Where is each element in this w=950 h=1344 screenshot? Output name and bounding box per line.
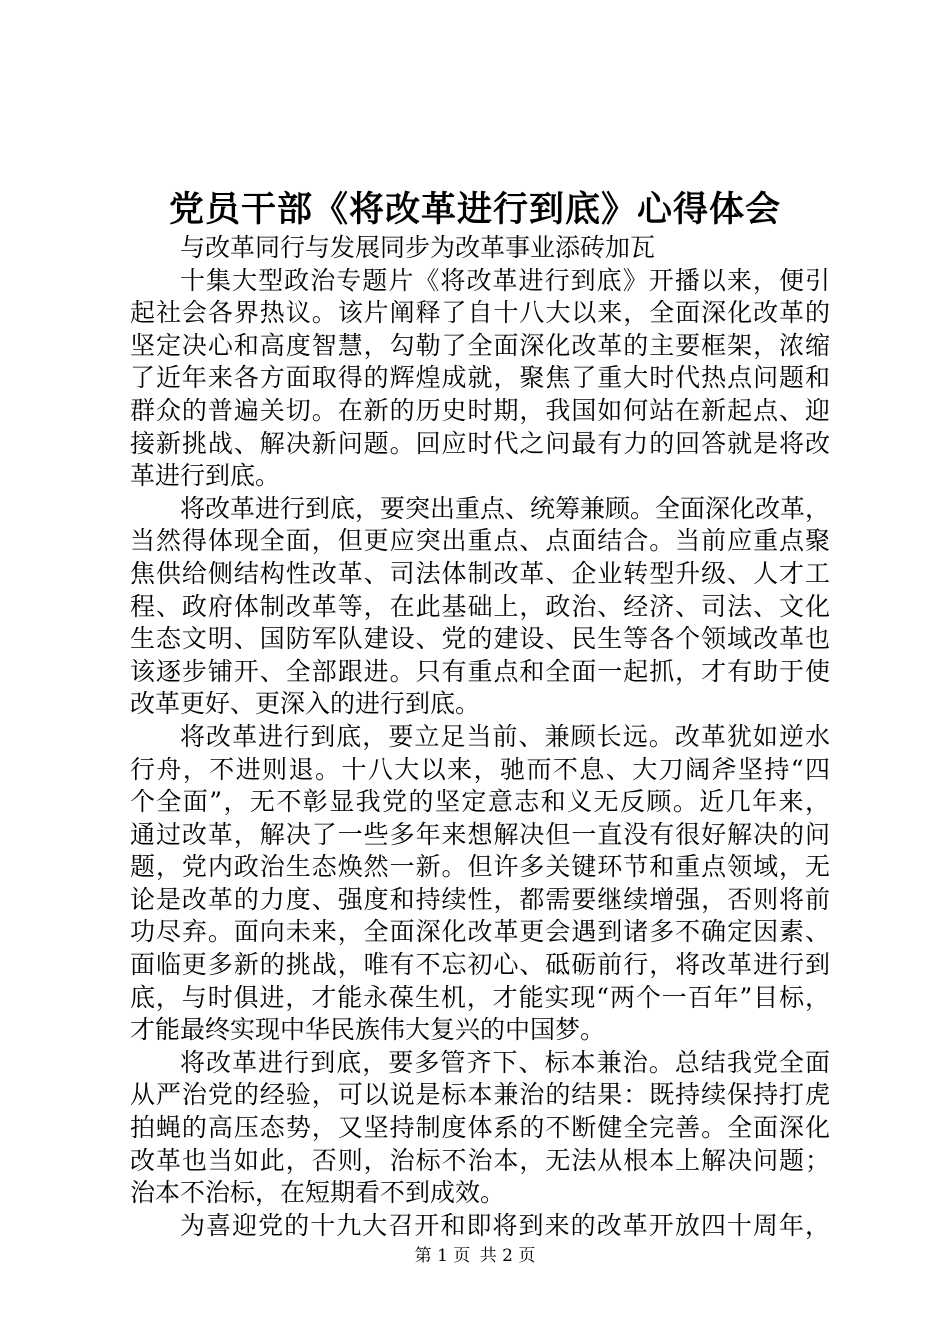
text-line: 改革更好、更深入的进行到底。 — [130, 689, 481, 719]
text-line: 通过改革，解决了一些多年来想解决但一直没有很好解决的问 — [130, 819, 830, 849]
text-line: 改革也当如此，否则，治标不治本，无法从根本上解决问题； — [130, 1145, 830, 1175]
text-line: 群众的普遍关切。在新的历史时期，我国如何站在新起点、迎 — [130, 395, 830, 425]
page-number: 第 1 页 — [414, 1246, 471, 1266]
text-line: 将改革进行到底，要多管齐下、标本兼治。总结我党全面 — [180, 1047, 830, 1077]
text-line: 起社会各界热议。该片阐释了自十八大以来，全面深化改革的 — [130, 298, 830, 328]
text-line: 拍蝇的高压态势，又坚持制度体系的不断健全完善。全面深化 — [130, 1113, 830, 1143]
text-line: 将改革进行到底，要立足当前、兼顾长远。改革犹如逆水 — [180, 721, 830, 751]
text-line: 当然得体现全面，但更应突出重点、点面结合。当前应重点聚 — [130, 526, 830, 556]
text-line: 底，与时俱进，才能永葆生机，才能实现“两个一百年”目标， — [130, 982, 830, 1012]
text-line: 十集大型政治专题片《将改革进行到底》开播以来，便引 — [180, 265, 830, 295]
text-line: 将改革进行到底，要突出重点、统筹兼顾。全面深化改革， — [180, 493, 831, 523]
text-line: 从严治党的经验，可以说是标本兼治的结果：既持续保持打虎 — [130, 1080, 830, 1110]
text-line: 焦供给侧结构性改革、司法体制改革、企业转型升级、人才工 — [130, 558, 830, 588]
text-line: 生态文明、国防军队建设、党的建设、民生等各个领域改革也 — [130, 624, 830, 654]
text-line: 面临更多新的挑战，唯有不忘初心、砥砺前行，将改革进行到 — [130, 950, 830, 980]
text-line: 行舟，不进则退。十八大以来，驰而不息、大刀阔斧坚持“四 — [130, 754, 830, 784]
text-line: 为喜迎党的十九大召开和即将到来的改革开放四十周年， — [180, 1210, 830, 1240]
text-line: 治本不治标，在短期看不到成效。 — [130, 1178, 506, 1208]
text-line: 了近年来各方面取得的辉煌成就，聚焦了重大时代热点问题和 — [130, 363, 830, 393]
text-line: 个全面”，无不彰显我党的坚定意志和义无反顾。近几年来， — [130, 787, 830, 817]
text-line: 论是改革的力度、强度和持续性，都需要继续增强，否则将前 — [130, 884, 830, 914]
text-line: 才能最终实现中华民族伟大复兴的中国梦。 — [130, 1015, 606, 1045]
paragraph-lines — [130, 265, 830, 1243]
text-line: 该逐步铺开、全部跟进。只有重点和全面一起抓，才有助于使 — [130, 656, 830, 686]
document-body — [130, 232, 830, 1242]
text-line: 接新挑战、解决新问题。回应时代之问最有力的回答就是将改 — [130, 428, 830, 458]
page-footer — [0, 1244, 950, 1268]
text-line: 程、政府体制改革等，在此基础上，政治、经济、司法、文化 — [130, 591, 830, 621]
document-title: 党员干部《将改革进行到底》心得体会 — [168, 189, 781, 230]
text-line: 坚定决心和高度智慧，勾勒了全面深化改革的主要框架，浓缩 — [130, 330, 830, 360]
text-line: 功尽弃。面向未来，全面深化改革更会遇到诸多不确定因素、 — [130, 917, 830, 947]
page-total: 共 2 页 — [479, 1246, 536, 1266]
document-subtitle: 与改革同行与发展同步为改革事业添砖加瓦 — [180, 233, 656, 262]
text-line: 题，党内政治生态焕然一新。但许多关键环节和重点领域，无 — [130, 852, 830, 882]
text-line: 革进行到底。 — [130, 461, 281, 491]
